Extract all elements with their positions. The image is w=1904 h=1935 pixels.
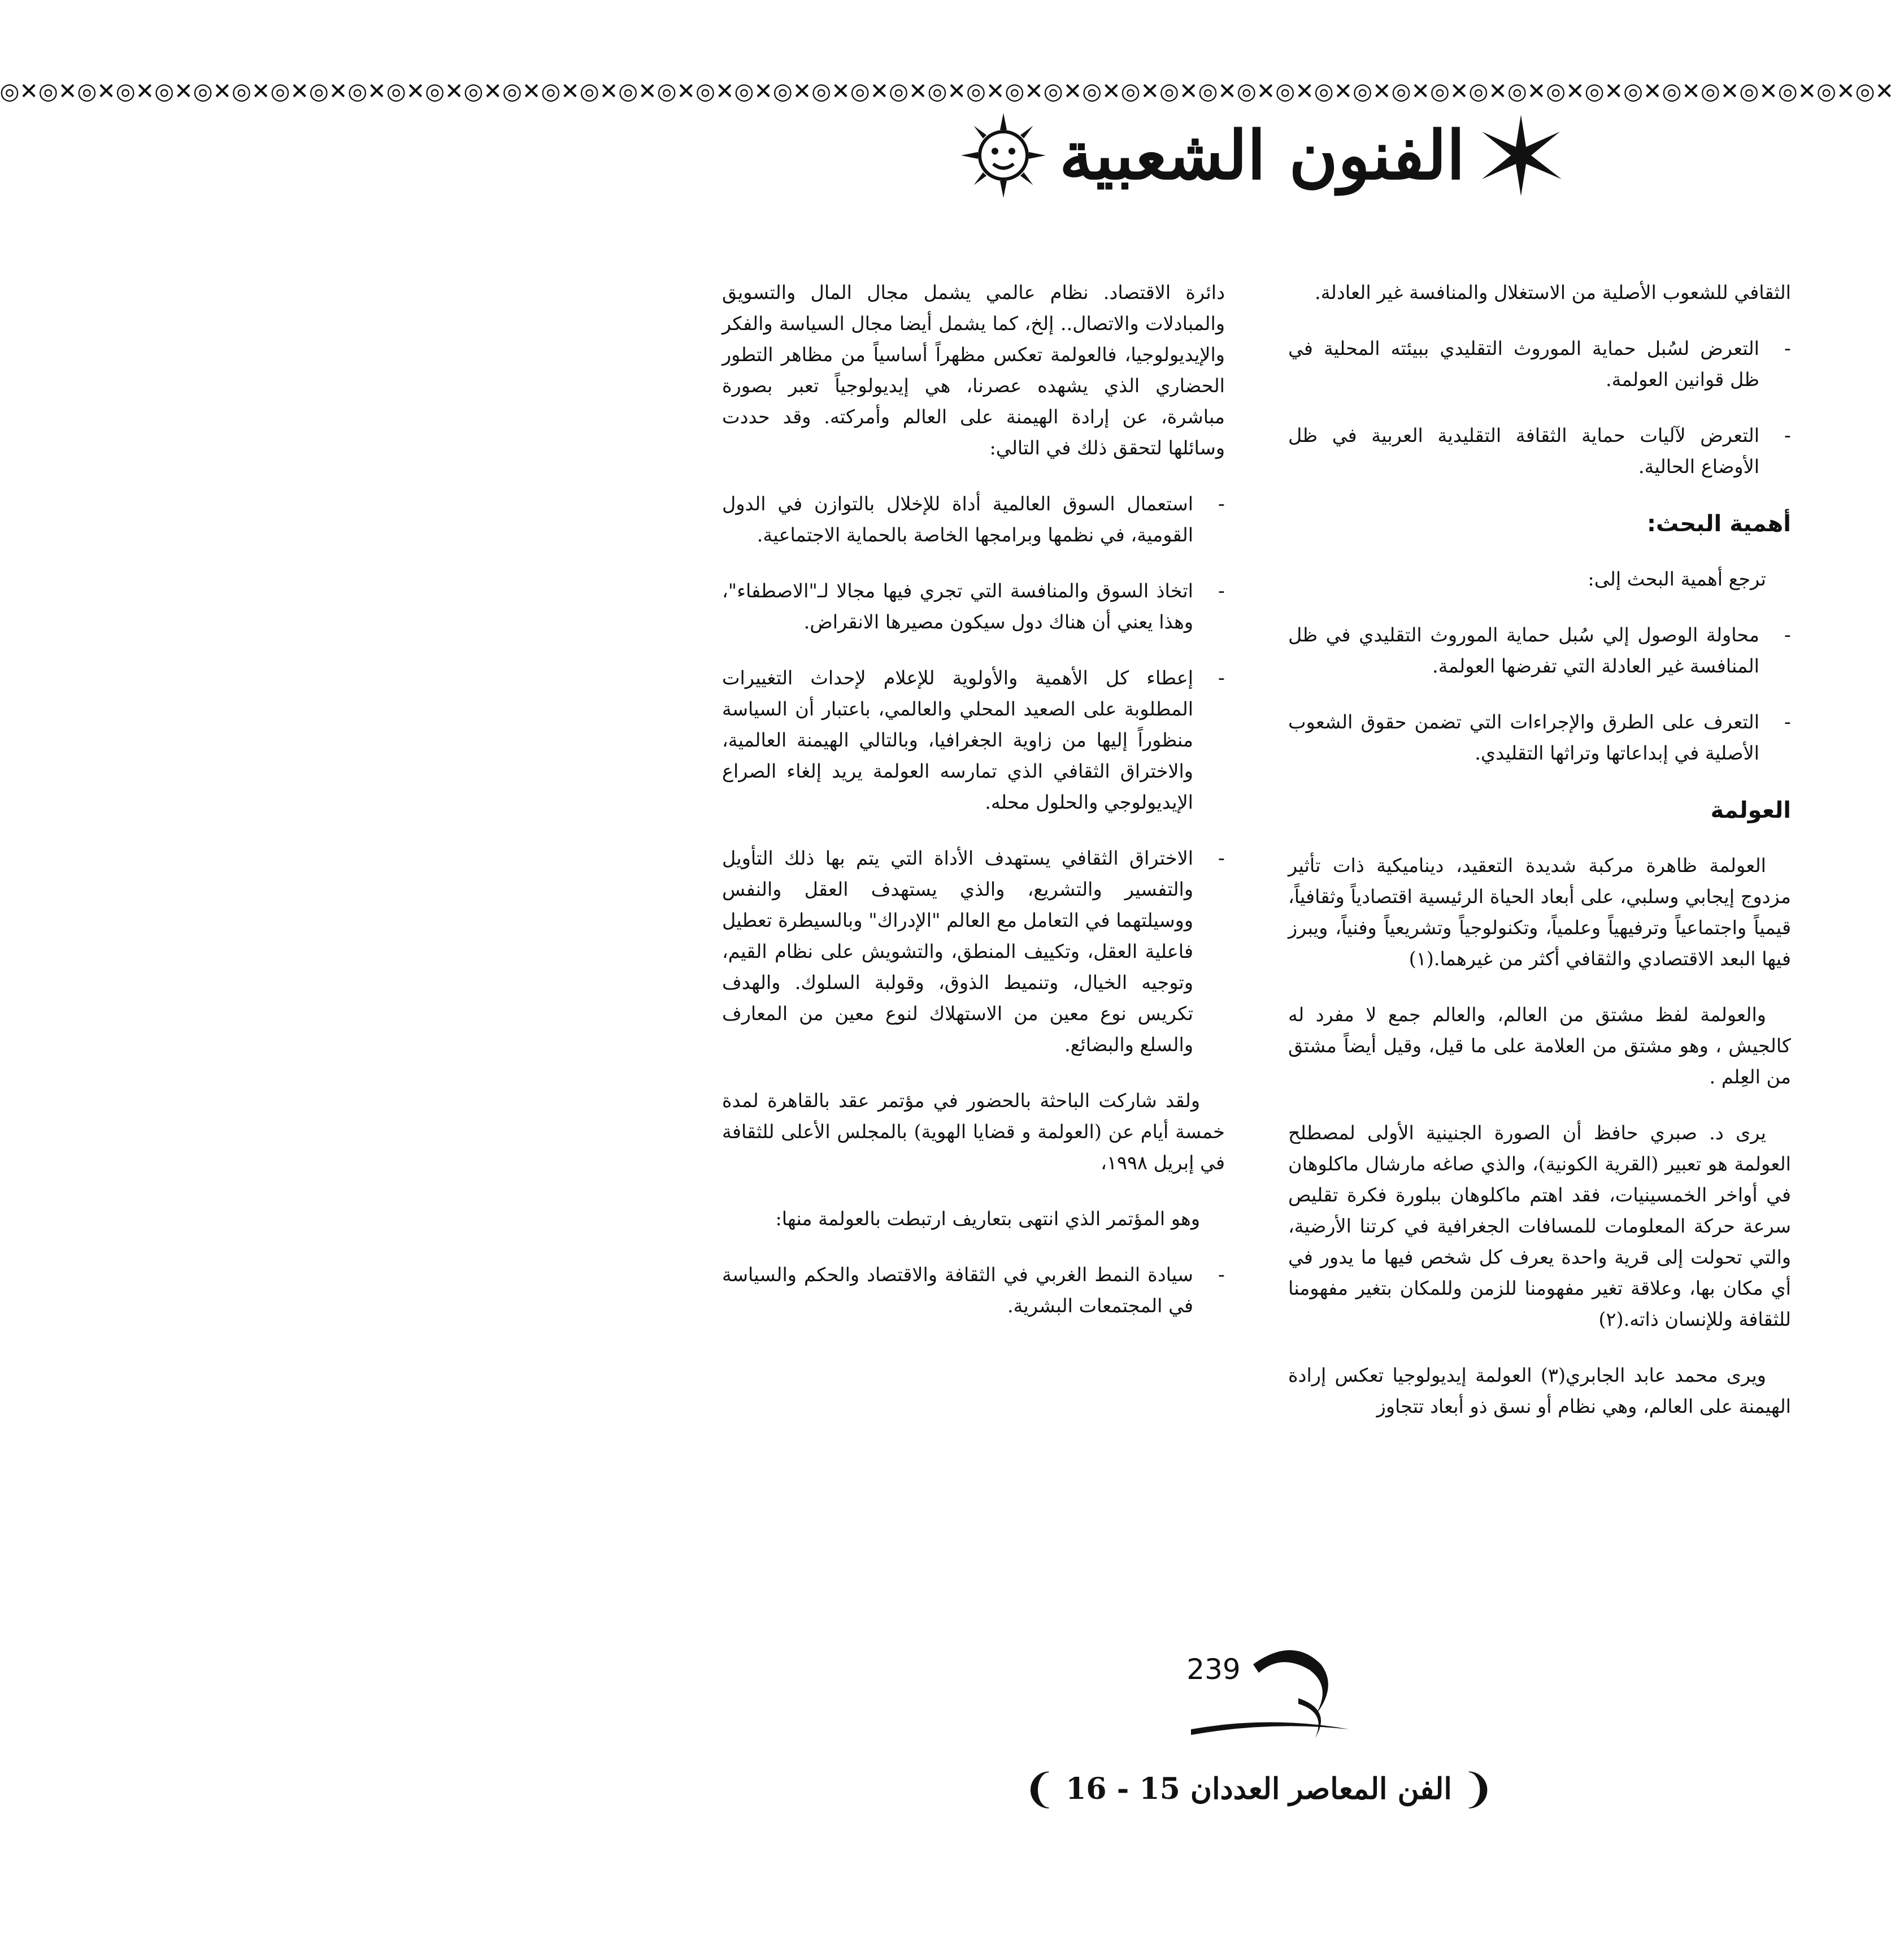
page-number: 239 (1186, 1653, 1241, 1686)
left-intro-text: دائرة الاقتصاد. نظام عالمي يشمل مجال المال والتسويق والمبادلات والاتصال.. إلخ، كما يشمل أيضا مجال السياسة والفكر والإيديولوجيا، فالعولمة تعكس مظهراً أساسياً من مظاهر التطور الحضاري الذي يشهده عصرنا، هي إيديولوجياً تعبر بصورة مباشرة، عن إرادة الهيمنة على العالم وأمركته. وقد حددت وسائلها لتحقق ذلك في التالي: (722, 281, 1225, 459)
list-item (722, 843, 1225, 1060)
ornamental-border (0, 79, 1904, 105)
bracket-ornament-icon: ❨ (1460, 1765, 1496, 1812)
bullet-text: استعمال السوق العالمية أداة للإخلال بالتوازن في الدول القومية، في نظمها وبرامجها الخاصة بالحماية الاجتماعية. (722, 493, 1193, 546)
sun-face-icon (961, 113, 1046, 198)
list-item (722, 662, 1225, 818)
paragraph: العولمة ظاهرة مركبة شديدة التعقيد، ديناميكية ذات تأثير مزدوج إيجابي وسلبي، على أبعاد الحياة الرئيسية اقتصادياً وثقافياً، قيمياً واجتماعياً وترفيهياً وعلمياً، وتكنولوجياً وتشريعياً وفنياً، ويبرز فيها البعد الاقتصادي والثقافي أكثر من غيرهما.(١) (1288, 854, 1791, 970)
magazine-name: الفن المعاصر (1289, 1771, 1452, 1806)
footer-issue (1016, 1763, 1502, 1814)
bullet-text: إعطاء كل الأهمية والأولوية للإعلام لإحداث التغييرات المطلوبة على الصعيد المحلي والعالمي، باعتبار أن السياسة منظوراً إليها من زاوية الجغرافيا، وبالتالي الهيمنة العالمية، والاختراق الثقافي الذي تمارسه العولمة يريد إلغاء الصراع الإيديولوجي والحلول محله. (722, 667, 1193, 813)
list-item (1288, 706, 1791, 769)
bullet-text: اتخاذ السوق والمنافسة التي تجري فيها مجالا لـ"الاصطفاء"، وهذا يعني أن هناك دول سيكون مصيرها الانقراض. (722, 580, 1193, 633)
bullet-marker: - (1784, 711, 1791, 733)
bullet-text: التعرض لسُبل حماية الموروث التقليدي ببيئته المحلية في ظل قوانين العولمة. (1288, 337, 1759, 391)
bullet-marker: - (1218, 1264, 1225, 1286)
list-item (1288, 333, 1791, 395)
bullet-text: محاولة الوصول إلي سُبل حماية الموروث التقليدي في ظل المنافسة غير العادلة التي تفرضها العولمة. (1288, 624, 1759, 677)
bracket-ornament-icon: ❩ (1022, 1765, 1057, 1812)
paragraph: يرى د. صبري حافظ أن الصورة الجنينية الأولى لمصطلح العولمة هو تعبير (القرية الكونية)، والذي صاغه مارشال ماكلوهان في أواخر الخمسينيات، فقد اهتم ماكلوهان ببلورة فكرة تقليص سرعة حركة المعلومات للمسافات الجغرافية في كرتنا الأرضية، والتي تحولت إلى قرية واحدة يعرف كل شخص فيها ما يدور في أي مكان بها، وعلاقة تغير مفهومنا للزمن وللمكان بتغير مفهومنا للثقافة وللإنسان ذاته.(٢) (1288, 1122, 1791, 1330)
paragraph: ويرى محمد عابد الجابري(٣) العولمة إيديولوجيا تعكس إرادة الهيمنة على العالم، وهي نظام أو نسق ذو أبعاد تتجاوز (1288, 1364, 1791, 1417)
swoosh-ornament-icon (1185, 1630, 1355, 1760)
paragraph: والعولمة لفظ مشتق من العالم، والعالم جمع لا مفرد له كالجيش ، وهو مشتق من العلامة على ما قيل، وقيل أيضاً مشتق من العِلم . (1288, 1004, 1791, 1088)
right-column (1288, 277, 1791, 1447)
bullet-marker: - (1218, 667, 1225, 689)
list-item (722, 1259, 1225, 1321)
bullet-marker: - (1218, 493, 1225, 515)
ornament-glyph: ✕◎✕◎✕◎✕◎✕◎✕◎✕◎✕◎✕◎✕◎✕◎✕◎✕◎✕◎✕◎✕◎✕◎✕◎✕◎✕◎✕◎✕◎✕◎✕◎✕◎✕◎✕◎✕◎✕◎✕◎✕◎✕◎✕◎✕◎✕◎✕◎✕◎✕◎✕◎✕◎✕◎✕◎✕◎✕◎✕◎✕◎✕◎✕◎✕◎ (0, 79, 1894, 105)
importance-intro: ترجع أهمية البحث إلى: (1588, 568, 1766, 590)
bullet-marker: - (1218, 580, 1225, 602)
list-item (1288, 420, 1791, 482)
list-item (1288, 619, 1791, 682)
paragraph: وهو المؤتمر الذي انتهى بتعاريف ارتبطت بالعولمة منها: (775, 1208, 1200, 1230)
left-column (722, 277, 1225, 1346)
section-header (620, 107, 1904, 203)
bullet-marker: - (1784, 424, 1791, 446)
section-title: الفنون الشعبية (1059, 116, 1466, 194)
importance-heading: أهمية البحث: (1647, 511, 1791, 537)
paragraph: ولقد شاركت الباحثة بالحضور في مؤتمر عقد بالقاهرة لمدة خمسة أيام عن (العولمة و قضايا الهوية) بالمجلس الأعلى للثقافة في إبريل ١٩٩٨، (722, 1090, 1225, 1174)
bullet-text: الاختراق الثقافي يستهدف الأداة التي يتم بها ذلك التأويل والتفسير والتشريع، والذي يستهدف العقل والنفس ووسيلتهما في التعامل مع العالم "الإدراك" وبالسيطرة تعطيل فاعلية العقل، وتكييف المنطق، والتشويش على نظام القيم، وتوجيه الخيال، وتنميط الذوق، وقولبة السلوك. والهدف تكريس نوع معين من الاستهلاك لنوع معين من المعارف والسلع والبضائع. (722, 847, 1193, 1056)
issue-number: العددان 15 - 16 (1066, 1771, 1280, 1806)
bullet-text: سيادة النمط الغربي في الثقافة والاقتصاد والحكم والسياسة في المجتمعات البشرية. (722, 1264, 1193, 1317)
list-item (722, 575, 1225, 637)
right-intro-text: الثقافي للشعوب الأصلية من الاستغلال والمنافسة غير العادلة. (1315, 281, 1791, 303)
star-burst-icon (1479, 113, 1563, 198)
bullet-text: التعرض لآليات حماية الثقافة التقليدية العربية في ظل الأوضاع الحالية. (1288, 424, 1759, 478)
list-item (722, 488, 1225, 550)
globalization-heading: العولمة (1710, 797, 1791, 823)
bullet-text: التعرف على الطرق والإجراءات التي تضمن حقوق الشعوب الأصلية في إبداعاتها وتراثها التقليدي. (1288, 711, 1759, 764)
bullet-marker: - (1784, 624, 1791, 646)
bullet-marker: - (1784, 337, 1791, 359)
bullet-marker: - (1218, 847, 1225, 869)
